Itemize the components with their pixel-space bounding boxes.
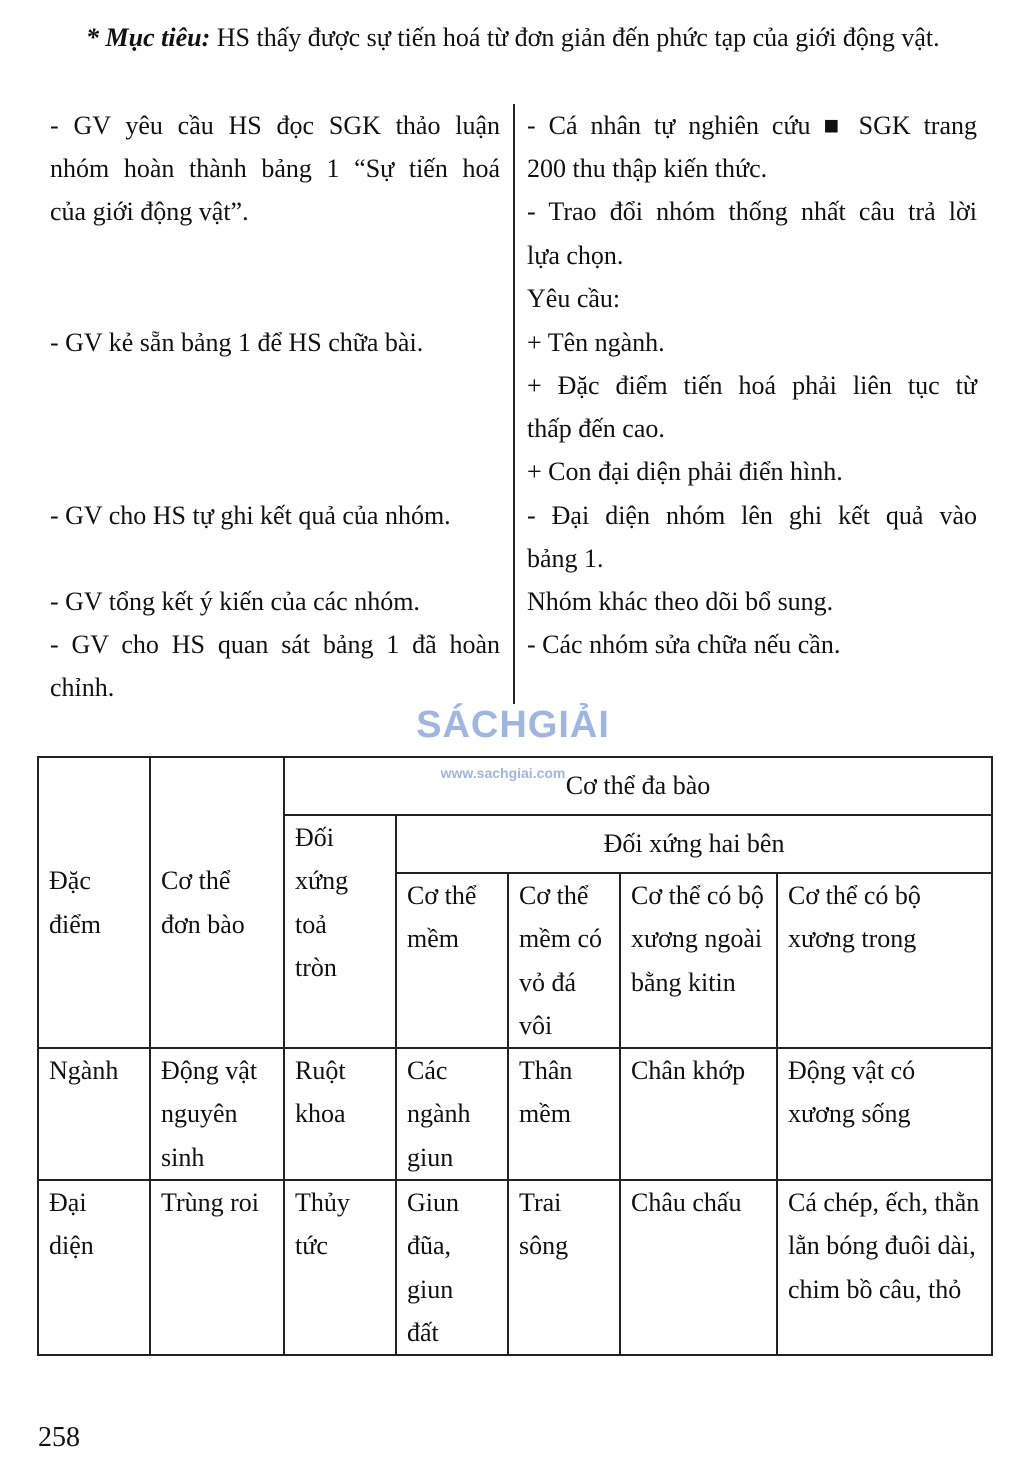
table-cell: Trùng roi — [150, 1180, 284, 1355]
objective-label: * Mục tiêu: — [86, 23, 211, 52]
student-line: + Tên ngành. — [527, 328, 665, 357]
table-cell: Động vật nguyên sinh — [150, 1048, 284, 1180]
teacher-line: - GV cho HS quan sát bảng 1 đã hoàn — [50, 630, 500, 659]
watermark-brand: SÁCHGIẢI — [416, 704, 610, 746]
objective-text: HS thấy được sự tiến hoá từ đơn giản đến phức tạp của giới động vật. — [210, 23, 940, 52]
page-number: 258 — [38, 1422, 80, 1453]
student-line: 200 thu thập kiến thức. — [527, 154, 768, 183]
header-xuong-trong: Cơ thể có bộ xương trong — [777, 873, 992, 1048]
table-cell: Ngành — [38, 1048, 150, 1180]
student-line: + Đặc điểm tiến hoá phải liên tục từ — [527, 371, 977, 400]
header-dac-diem: Đặc điểm — [38, 757, 150, 1048]
activity-two-column — [38, 104, 990, 704]
teacher-line: nhóm hoàn thành bảng 1 “Sự tiến hoá — [50, 154, 500, 183]
student-line: - Trao đổi nhóm thống nhất câu trả lời — [527, 197, 977, 226]
table-cell: Ruột khoa — [284, 1048, 396, 1180]
table-cell: Thân mềm — [508, 1048, 620, 1180]
table-cell: Các ngành giun — [396, 1048, 508, 1180]
student-line: bảng 1. — [527, 544, 604, 573]
student-line: Nhóm khác theo dõi bổ sung. — [527, 587, 834, 616]
teacher-line: của giới động vật”. — [50, 197, 249, 226]
header-da-bao: Cơ thể đa bào — [284, 757, 992, 815]
teacher-line: chỉnh. — [50, 673, 115, 702]
student-line: thấp đến cao. — [527, 414, 665, 443]
column-divider — [513, 104, 515, 704]
header-toa-tron: Đối xứng toả tròn — [284, 815, 396, 1048]
table-cell: Chân khớp — [620, 1048, 777, 1180]
header-xuong-ngoai: Cơ thể có bộ xương ngoài bằng kitin — [620, 873, 777, 1048]
objective-paragraph — [38, 20, 990, 56]
watermark-site: www.sachgiai.com — [440, 765, 566, 781]
table-cell: Giun đũa, giun đất — [396, 1180, 508, 1355]
header-hai-ben: Đối xứng hai bên — [396, 815, 992, 873]
teacher-line: - GV cho HS tự ghi kết quả của nhóm. — [50, 501, 451, 530]
table-cell: Động vật có xương sống — [777, 1048, 992, 1180]
student-line: - Đại diện nhóm lên ghi kết quả vào — [527, 501, 977, 530]
table-cell: Đại diện — [38, 1180, 150, 1355]
student-line: + Con đại diện phải điển hình. — [527, 457, 843, 486]
student-line: lựa chọn. — [527, 241, 624, 270]
evolution-table — [37, 756, 993, 1356]
table-cell: Thủy tức — [284, 1180, 396, 1355]
header-don-bao: Cơ thể đơn bào — [150, 757, 284, 1048]
table-row — [38, 1048, 992, 1180]
table-cell: Trai sông — [508, 1180, 620, 1355]
table-cell: Châu chấu — [620, 1180, 777, 1355]
teacher-line: - GV kẻ sẵn bảng 1 để HS chữa bài. — [50, 328, 424, 357]
teacher-line: - GV tổng kết ý kiến của các nhóm. — [50, 587, 420, 616]
student-line: - Cá nhân tự nghiên cứu ■ SGK trang — [527, 111, 977, 140]
student-line: Yêu cầu: — [527, 284, 621, 313]
header-mem-co-vo: Cơ thể mềm có vỏ đá vôi — [508, 873, 620, 1048]
header-co-the-mem: Cơ thể mềm — [396, 873, 508, 1048]
teacher-line: - GV yêu cầu HS đọc SGK thảo luận — [50, 111, 500, 140]
table-cell: Cá chép, ếch, thằn lằn bóng đuôi dài, chim bồ câu, thỏ — [777, 1180, 992, 1355]
student-line: - Các nhóm sửa chữa nếu cần. — [527, 630, 841, 659]
table-row — [38, 1180, 992, 1355]
